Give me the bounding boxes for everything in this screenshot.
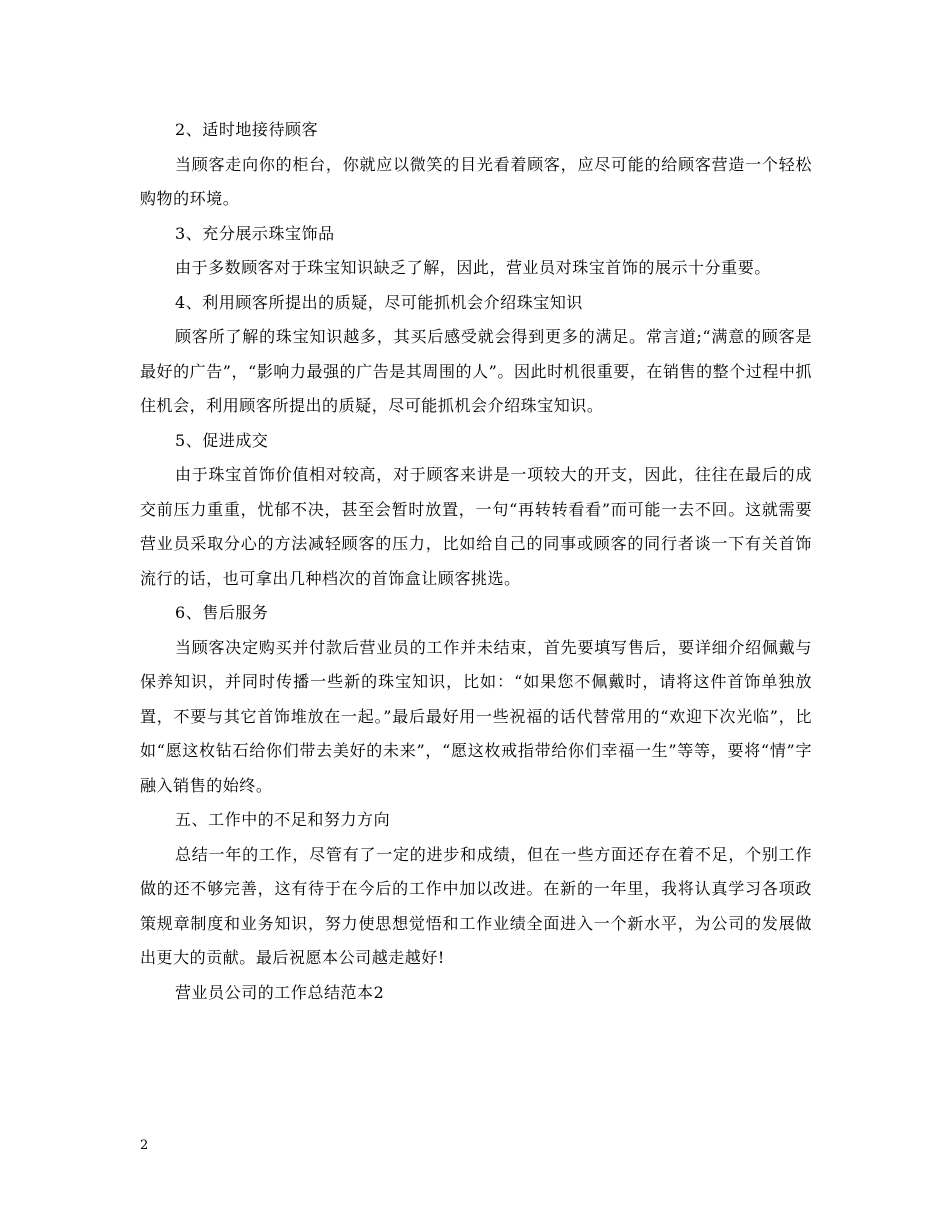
heading-shortcomings: 五、工作中的不足和努力方向	[175, 810, 391, 829]
heading-answer-questions: 4、利用顾客所提出的质疑，尽可能抓机会介绍珠宝知识	[175, 292, 583, 312]
paragraph-close-deal: 由于珠宝首饰价值相对较高，对于顾客来讲是一项较大的开支，因此，往往在最后的成交前压力重重，忧郁不决，甚至会暂时放置，一句“再转转看看”而可能一去不回。这就需要营业员采取分心的方法减轻顾客的压力，比如给自己的同事或顾客的同行者谈一下有关首饰流行的话，也可拿出几种档次的首饰盒让顾客挑选。	[140, 465, 812, 588]
paragraph-show-jewelry: 由于多数顾客对于珠宝知识缺乏了解，因此，营业员对珠宝首饰的展示十分重要。	[175, 258, 771, 277]
heading-after-sales: 6、售后服务	[175, 603, 269, 622]
paragraph-answer-questions: 顾客所了解的珠宝知识越多，其买后感受就会得到更多的满足。常言道;“满意的顾客是最好的广告”，“影响力最强的广告是其周围的人”。因此时机很重要，在销售的整个过程中抓住机会，利用顾客所提出的质疑，尽可能抓机会介绍珠宝知识。	[140, 327, 812, 415]
heading-sample-2: 营业员公司的工作总结范本2	[175, 982, 385, 1002]
page-number: 2	[140, 1138, 149, 1153]
heading-close-deal: 5、促进成交	[175, 430, 269, 450]
document-body	[140, 113, 812, 1010]
paragraph-greet-customer: 当顾客走向你的柜台，你就应以微笑的目光看着顾客，应尽可能的给顾客营造一个轻松购物的环境。	[140, 154, 812, 208]
heading-greet-customer: 2、适时地接待顾客	[175, 120, 319, 139]
paragraph-shortcomings: 总结一年的工作，尽管有了一定的进步和成绩，但在一些方面还存在着不足，个别工作做的还不够完善，这有待于在今后的工作中加以改进。在新的一年里，我将认真学习各项政策规章制度和业务知识，努力使思想觉悟和工作业绩全面进入一个新水平，为公司的发展做出更大的贡献。最后祝愿本公司越走越好!	[140, 844, 812, 967]
heading-show-jewelry: 3、充分展示珠宝饰品	[175, 223, 335, 243]
paragraph-after-sales: 当顾客决定购买并付款后营业员的工作并未结束，首先要填写售后，要详细介绍佩戴与保养知识，并同时传播一些新的珠宝知识，比如：“如果您不佩戴时，请将这件首饰单独放置，不要与其它首饰堆放在一起。”最后最好用一些祝福的话代替常用的“欢迎下次光临”，比如“愿这枚钻石给你们带去美好的未来”，“愿这枚戒指带给你们幸福一生”等等，要将“情”字融入销售的始终。	[140, 637, 812, 795]
